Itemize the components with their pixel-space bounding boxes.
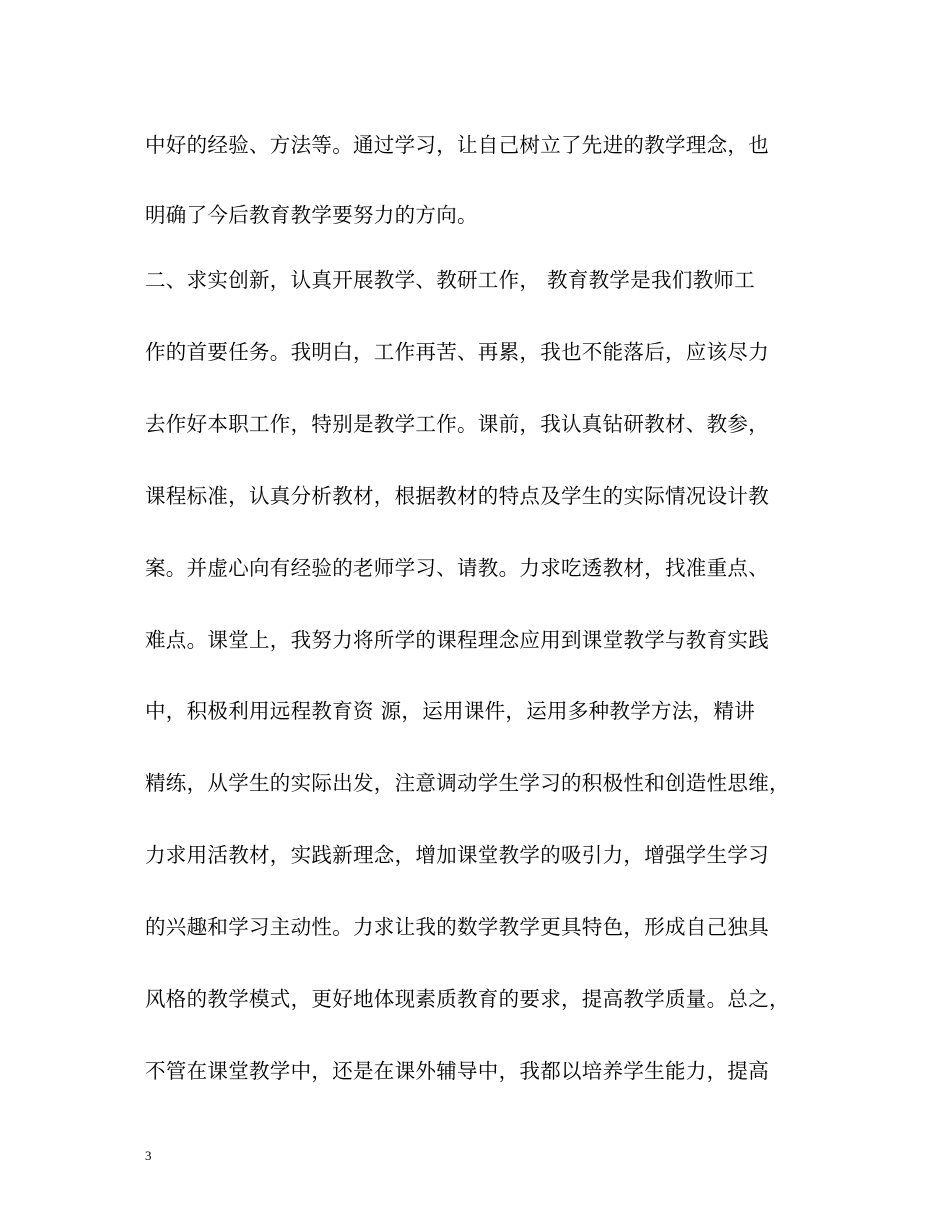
paragraph-line: 课程标准，认真分析教材，根据教材的特点及学生的实际情况设计教	[145, 484, 769, 508]
paragraph-line: 中好的经验、方法等。通过学习，让自己树立了先进的教学理念，也	[145, 133, 769, 157]
paragraph-line: 案。并虚心向有经验的老师学习、请教。力求吃透教材，找准重点、	[145, 556, 769, 580]
paragraph-line: 风格的教学模式，更好地体现素质教育的要求，提高教学质量。总之，	[145, 987, 790, 1011]
paragraph-line: 精练，从学生的实际出发，注意调动学生学习的积极性和创造性思维，	[145, 771, 790, 795]
paragraph-line: 作的首要任务。我明白，工作再苦、再累，我也不能落后，应该尽力	[145, 340, 769, 364]
section-heading-line: 二、求实创新，认真开展教学、教研工作， 教育教学是我们教师工	[145, 268, 756, 292]
paragraph-line: 力求用活教材，实践新理念，增加课堂教学的吸引力，增强学生学习	[145, 843, 769, 867]
paragraph-line: 中，积极利用远程教育资 源，运用课件，运用多种教学方法，精讲	[145, 699, 756, 723]
paragraph-line: 明确了今后教育教学要努力的方向。	[145, 203, 478, 227]
paragraph-line: 的兴趣和学习主动性。力求让我的数学教学更具特色，形成自己独具	[145, 915, 769, 939]
page-number: 3	[145, 1148, 152, 1163]
paragraph-line: 难点。课堂上，我努力将所学的课程理念应用到课堂教学与教育实践	[145, 628, 769, 652]
paragraph-line: 去作好本职工作，特别是教学工作。课前，我认真钻研教材、教参，	[145, 412, 769, 436]
paragraph-line: 不管在课堂教学中，还是在课外辅导中，我都以培养学生能力，提高	[145, 1059, 769, 1083]
